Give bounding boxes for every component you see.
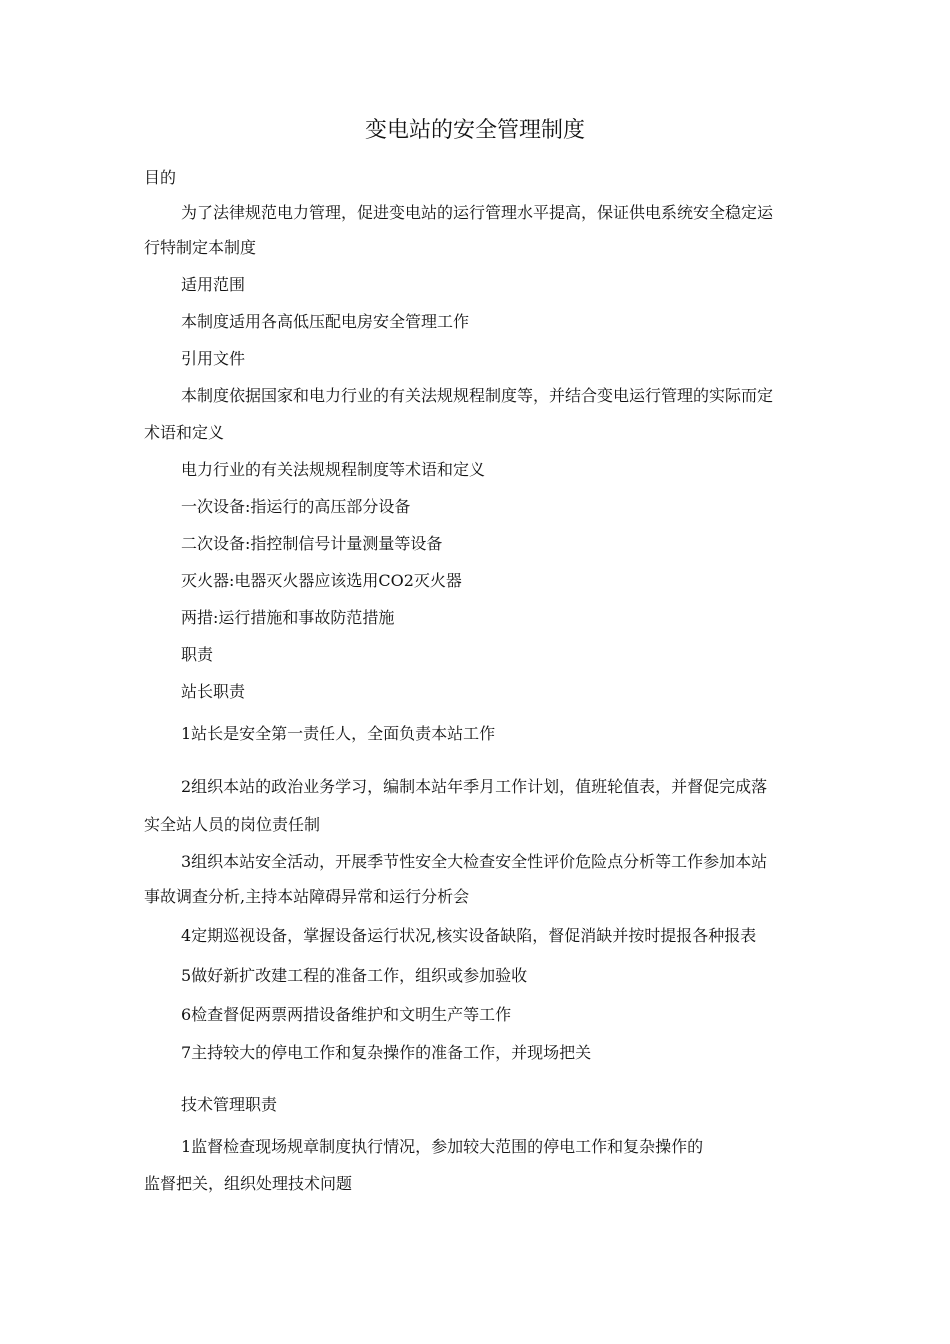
stationmaster-duty-6: 6检查督促两票两措设备维护和文明生产等工作 (181, 1005, 512, 1024)
term-secondary-equipment: 二次设备:指控制信号计量测量等设备 (181, 534, 443, 553)
stationmaster-duty-1: 1站长是安全第一责任人，全面负责本站工作 (181, 724, 496, 743)
scope-text: 本制度适用各高低压配电房安全管理工作 (181, 312, 470, 331)
stationmaster-duty-4: 4定期巡视设备，掌握设备运行状况,核实设备缺陷，督促消缺并按时提报各种报表 (181, 926, 757, 945)
document-title: 变电站的安全管理制度 (364, 118, 585, 143)
stationmaster-duty-5: 5做好新扩改建工程的准备工作，组织或参加验收 (181, 966, 528, 985)
tech-management-heading: 技术管理职责 (181, 1095, 278, 1114)
references-text: 本制度依据国家和电力行业的有关法规规程制度等，并结合变电运行管理的实际而定 (181, 386, 774, 405)
stationmaster-duty-3-line-1: 3组织本站安全活动，开展季节性安全大检查安全性评价危险点分析等工作参加本站 (181, 852, 768, 871)
stationmaster-duty-2-line-1: 2组织本站的政治业务学习，编制本站年季月工作计划，值班轮值表，并督促完成落 (181, 777, 768, 796)
references-heading: 引用文件 (181, 349, 246, 368)
terms-heading: 术语和定义 (144, 423, 225, 442)
purpose-heading: 目的 (144, 168, 177, 187)
purpose-text-line-2: 行特制定本制度 (144, 238, 257, 257)
term-extinguisher: 灭火器:电器灭火器应该选用CO2灭火器 (181, 571, 462, 590)
term-two-measures: 两措:运行措施和事故防范措施 (181, 608, 395, 627)
duties-heading: 职责 (181, 645, 214, 664)
stationmaster-heading: 站长职责 (181, 682, 246, 701)
scope-heading: 适用范围 (181, 275, 246, 294)
tech-duty-1-line-1: 1监督检查现场规章制度执行情况，参加较大范围的停电工作和复杂操作的 (181, 1137, 704, 1156)
stationmaster-duty-2-line-2: 实全站人员的岗位责任制 (144, 815, 321, 834)
stationmaster-duty-7: 7主持较大的停电工作和复杂操作的准备工作，并现场把关 (181, 1043, 592, 1062)
purpose-text-line-1: 为了法律规范电力管理，促进变电站的运行管理水平提高，保证供电系统安全稳定运 (181, 203, 774, 222)
terms-text: 电力行业的有关法规规程制度等术语和定义 (181, 460, 486, 479)
stationmaster-duty-3-line-2: 事故调查分析,主持本站障碍异常和运行分析会 (144, 887, 470, 906)
term-primary-equipment: 一次设备:指运行的高压部分设备 (181, 497, 411, 516)
tech-duty-1-line-2: 监督把关，组织处理技术问题 (144, 1174, 353, 1193)
